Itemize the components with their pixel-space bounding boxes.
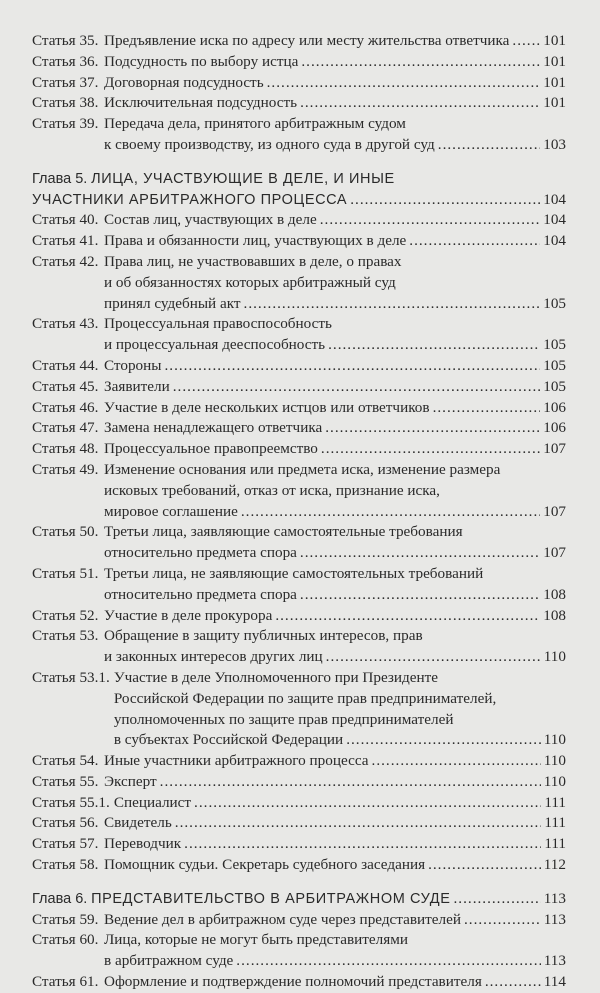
page-number: 101	[543, 32, 566, 49]
article-text: Третьи лица, не заявляющие самостоятельных требований	[104, 564, 484, 582]
dot-leader	[433, 398, 541, 419]
article-line	[104, 356, 566, 377]
article-text: Участие в деле Уполномоченного при Президенте	[113, 668, 439, 686]
page-number: 111	[544, 814, 566, 832]
article-line	[114, 689, 566, 710]
toc-entry	[32, 626, 566, 668]
article-label: Статья 53.1.	[32, 668, 110, 686]
article-text: Свидетель	[104, 814, 172, 832]
article-label: Статья 48.	[32, 440, 99, 458]
article-line	[104, 564, 566, 585]
toc-entry	[32, 834, 566, 855]
dot-leader	[350, 190, 540, 211]
chapter-line	[32, 889, 566, 910]
article-text: относительно предмета спора	[104, 544, 297, 562]
article-text: Оформление и подтверждение полномочий представителя	[104, 973, 482, 991]
toc-entry	[32, 93, 566, 114]
dot-leader	[241, 502, 540, 523]
page-number: 105	[543, 377, 566, 395]
article-line	[104, 314, 566, 335]
article-line	[104, 273, 566, 294]
page-number: 111	[544, 793, 566, 811]
article-content	[114, 668, 566, 751]
article-label: Статья 52.	[32, 606, 99, 624]
toc-entry	[32, 377, 566, 398]
article-content	[104, 855, 566, 876]
page-number: 106	[543, 419, 566, 437]
dot-leader	[300, 585, 540, 606]
article-label: Статья 59.	[32, 910, 99, 928]
toc-entry	[32, 668, 566, 751]
article-label: Статья 39.	[32, 115, 99, 133]
article-content	[104, 231, 566, 252]
chapter-line	[32, 169, 566, 190]
toc-entry	[32, 314, 566, 356]
dot-leader	[372, 751, 541, 772]
dot-leader	[325, 418, 540, 439]
article-text: Иные участники арбитражного процесса	[104, 752, 369, 770]
article-text: Замена ненадлежащего ответчика	[104, 419, 323, 437]
article-label: Статья 45.	[32, 377, 99, 395]
chapter-title: ЛИЦА, УЧАСТВУЮЩИЕ В ДЕЛЕ, И ИНЫЕ	[91, 170, 395, 187]
dot-leader	[175, 813, 542, 834]
page-number: 108	[543, 585, 566, 603]
dot-leader	[464, 910, 541, 931]
article-line	[104, 543, 566, 564]
article-line	[104, 93, 566, 114]
page-number: 107	[543, 544, 566, 562]
article-line	[114, 730, 566, 751]
toc-entry	[32, 751, 566, 772]
toc-entry	[32, 855, 566, 876]
chapter-heading	[32, 169, 566, 211]
page-number: 101	[543, 73, 566, 91]
dot-leader	[428, 855, 541, 876]
toc-entry	[32, 793, 566, 814]
article-content	[104, 972, 566, 993]
dot-leader	[184, 834, 541, 855]
article-content	[104, 314, 566, 356]
page-number: 105	[543, 294, 566, 312]
article-label: Статья 57.	[32, 835, 99, 853]
dot-leader	[194, 793, 541, 814]
article-line	[104, 460, 566, 481]
article-text: принял судебный акт	[104, 294, 241, 312]
toc-entry	[32, 564, 566, 606]
dot-leader	[301, 52, 540, 73]
article-text: Процессуальное правопреемство	[104, 440, 318, 458]
article-text: уполномоченных по защите прав предпринимателей	[113, 710, 454, 728]
article-text: относительно предмета спора	[104, 585, 297, 603]
article-content	[104, 626, 566, 668]
toc-entry	[32, 231, 566, 252]
article-content	[104, 522, 566, 564]
dot-leader	[160, 772, 541, 793]
toc-section	[32, 169, 566, 876]
toc-entry	[32, 972, 566, 993]
article-line	[104, 52, 566, 73]
article-label: Статья 44.	[32, 356, 99, 374]
article-content	[104, 813, 566, 834]
page-number: 113	[543, 952, 566, 970]
article-text: Эксперт	[104, 772, 157, 790]
toc-entry	[32, 356, 566, 377]
article-line	[104, 626, 566, 647]
article-content	[104, 460, 566, 522]
article-line	[114, 710, 566, 731]
toc-entry	[32, 52, 566, 73]
article-line	[104, 73, 566, 94]
article-line	[104, 418, 566, 439]
page-number: 106	[543, 398, 566, 416]
article-content	[104, 564, 566, 606]
article-content	[104, 834, 566, 855]
article-label: Статья 49.	[32, 460, 99, 478]
article-text: Права и обязанности лиц, участвующих в деле	[104, 232, 407, 250]
dot-leader	[267, 73, 541, 94]
article-label: Статья 37.	[32, 73, 99, 91]
article-text: Специалист	[113, 793, 192, 811]
article-label: Статья 55.	[32, 772, 99, 790]
article-line	[104, 210, 566, 231]
dot-leader	[320, 210, 541, 231]
article-line	[104, 813, 566, 834]
article-line	[104, 114, 566, 135]
article-content	[104, 930, 566, 972]
article-line	[104, 377, 566, 398]
article-text: Обращение в защиту публичных интересов, прав	[104, 627, 423, 645]
toc-entry	[32, 772, 566, 793]
article-label: Статья 47.	[32, 419, 99, 437]
article-content	[104, 398, 566, 419]
article-line	[104, 31, 566, 52]
article-line	[104, 930, 566, 951]
article-text: Заявители	[104, 377, 170, 395]
dot-leader	[236, 951, 540, 972]
article-text: Участие в деле нескольких истцов или ответчиков	[104, 398, 430, 416]
dot-leader	[321, 439, 540, 460]
article-line	[104, 910, 566, 931]
article-label: Статья 51.	[32, 564, 99, 582]
dot-leader	[300, 93, 540, 114]
page-number: 107	[543, 502, 566, 520]
dot-leader	[244, 294, 541, 315]
article-line	[104, 335, 566, 356]
article-content	[104, 772, 566, 793]
article-line	[104, 252, 566, 273]
article-text: Изменение основания или предмета иска, изменение размера	[104, 460, 501, 478]
article-content	[104, 751, 566, 772]
dot-leader	[346, 730, 541, 751]
toc-section	[32, 889, 566, 993]
article-label: Статья 53.	[32, 627, 99, 645]
article-text: в арбитражном суде	[104, 952, 234, 970]
dot-leader	[512, 31, 540, 52]
article-label: Статья 50.	[32, 523, 99, 541]
article-line	[104, 772, 566, 793]
article-line	[104, 135, 566, 156]
dot-leader	[454, 889, 541, 910]
chapter-line	[32, 190, 566, 211]
article-label: Статья 42.	[32, 252, 99, 270]
article-text: Передача дела, принятого арбитражным судом	[104, 115, 406, 133]
article-text: Состав лиц, участвующих в деле	[104, 211, 317, 229]
toc-entry	[32, 252, 566, 314]
page-number: 113	[543, 889, 566, 907]
page-number: 112	[543, 856, 566, 874]
article-line	[104, 606, 566, 627]
article-text: и процессуальная дееспособность	[104, 336, 326, 354]
article-text: Договорная подсудность	[104, 73, 264, 91]
article-content	[104, 31, 566, 52]
article-text: Права лиц, не участвовавших в деле, о правах	[104, 252, 402, 270]
article-label: Статья 55.1.	[32, 793, 110, 811]
toc-entry	[32, 31, 566, 52]
page-number: 101	[543, 52, 566, 70]
article-label: Статья 35.	[32, 32, 99, 49]
toc-entry	[32, 606, 566, 627]
article-text: Подсудность по выбору истца	[104, 52, 299, 70]
page-number: 101	[543, 94, 566, 112]
article-line	[104, 751, 566, 772]
article-text: Помощник судьи. Секретарь судебного заседания	[104, 856, 426, 874]
chapter-label: Глава 6.	[32, 890, 88, 907]
article-label: Статья 60.	[32, 931, 99, 949]
article-label: Статья 41.	[32, 232, 99, 250]
article-content	[104, 73, 566, 94]
article-content	[104, 439, 566, 460]
article-label: Статья 54.	[32, 752, 99, 770]
article-line	[104, 647, 566, 668]
toc-entry	[32, 418, 566, 439]
article-content	[104, 606, 566, 627]
page-number: 110	[543, 752, 566, 770]
article-text: мировое соглашение	[104, 502, 238, 520]
article-text: и об обязанностях которых арбитражный суд	[104, 273, 396, 291]
article-label: Статья 36.	[32, 52, 99, 70]
article-text: Стороны	[104, 356, 162, 374]
article-content	[104, 52, 566, 73]
page-number: 107	[543, 440, 566, 458]
page-number: 105	[543, 336, 566, 354]
dot-leader	[438, 135, 540, 156]
dot-leader	[173, 377, 541, 398]
article-content	[104, 418, 566, 439]
toc-entry	[32, 439, 566, 460]
article-content	[104, 114, 566, 156]
page-number: 105	[543, 356, 566, 374]
article-line	[114, 668, 566, 689]
toc-section	[32, 31, 566, 156]
article-line	[104, 439, 566, 460]
article-content	[104, 377, 566, 398]
page-number: 111	[544, 835, 566, 853]
toc-entry	[32, 930, 566, 972]
article-line	[104, 585, 566, 606]
page-number: 104	[543, 232, 566, 250]
article-line	[104, 231, 566, 252]
toc-entry	[32, 910, 566, 931]
article-label: Статья 38.	[32, 94, 99, 112]
article-content	[104, 210, 566, 231]
dot-leader	[409, 231, 540, 252]
dot-leader	[275, 606, 540, 627]
article-line	[104, 834, 566, 855]
article-text: к своему производству, из одного суда в другой суд	[104, 135, 435, 153]
article-text: Процессуальная правоспособность	[104, 315, 332, 333]
article-text: Исключительная подсудность	[104, 94, 298, 112]
toc-entry	[32, 813, 566, 834]
article-text: в субъектах Российской Федерации	[113, 731, 344, 749]
article-text: Лица, которые не могут быть представителями	[104, 931, 408, 949]
article-text: и законных интересов других лиц	[104, 648, 323, 666]
article-text: Ведение дел в арбитражном суде через представителей	[104, 910, 461, 928]
dot-leader	[326, 647, 541, 668]
article-label: Статья 58.	[32, 856, 99, 874]
page-number: 113	[543, 910, 566, 928]
toc-entry	[32, 460, 566, 522]
page-number: 108	[543, 606, 566, 624]
page-number: 114	[543, 973, 566, 991]
article-label: Статья 46.	[32, 398, 99, 416]
toc-entry	[32, 398, 566, 419]
chapter-title: ПРЕДСТАВИТЕЛЬСТВО В АРБИТРАЖНОМ СУДЕ	[91, 890, 451, 907]
article-line	[104, 294, 566, 315]
article-content	[114, 793, 566, 814]
article-label: Статья 43.	[32, 315, 99, 333]
dot-leader	[164, 356, 540, 377]
page-number: 104	[543, 211, 566, 229]
chapter-heading	[32, 889, 566, 910]
article-text: Участие в деле прокурора	[104, 606, 273, 624]
article-content	[104, 93, 566, 114]
dot-leader	[300, 543, 540, 564]
toc-entry	[32, 114, 566, 156]
page-number: 110	[543, 648, 566, 666]
article-text: Российской Федерации по защите прав предпринимателей,	[113, 689, 497, 707]
article-text: Переводчик	[104, 835, 182, 853]
article-label: Статья 61.	[32, 973, 99, 991]
dot-leader	[328, 335, 540, 356]
article-line	[104, 855, 566, 876]
article-text: Третьи лица, заявляющие самостоятельные требования	[104, 523, 463, 541]
article-label: Статья 40.	[32, 211, 99, 229]
article-line	[104, 502, 566, 523]
page-number: 110	[543, 731, 566, 749]
page-number: 103	[543, 135, 566, 153]
article-content	[104, 252, 566, 314]
article-line	[104, 398, 566, 419]
page-number: 104	[543, 190, 566, 208]
chapter-label: Глава 5.	[32, 170, 88, 187]
article-text: Предъявление иска по адресу или месту жительства ответчика	[104, 32, 510, 49]
toc-entry	[32, 210, 566, 231]
article-line	[104, 951, 566, 972]
article-line	[114, 793, 566, 814]
article-label: Статья 56.	[32, 814, 99, 832]
article-line	[104, 481, 566, 502]
dot-leader	[485, 972, 541, 993]
article-line	[104, 522, 566, 543]
article-text: исковых требований, отказ от иска, признание иска,	[104, 481, 440, 499]
table-of-contents	[32, 31, 566, 993]
article-line	[104, 972, 566, 993]
toc-entry	[32, 73, 566, 94]
article-content	[104, 910, 566, 931]
toc-entry	[32, 522, 566, 564]
chapter-title: УЧАСТНИКИ АРБИТРАЖНОГО ПРОЦЕССА	[32, 191, 348, 208]
page-number: 110	[543, 772, 566, 790]
article-content	[104, 356, 566, 377]
